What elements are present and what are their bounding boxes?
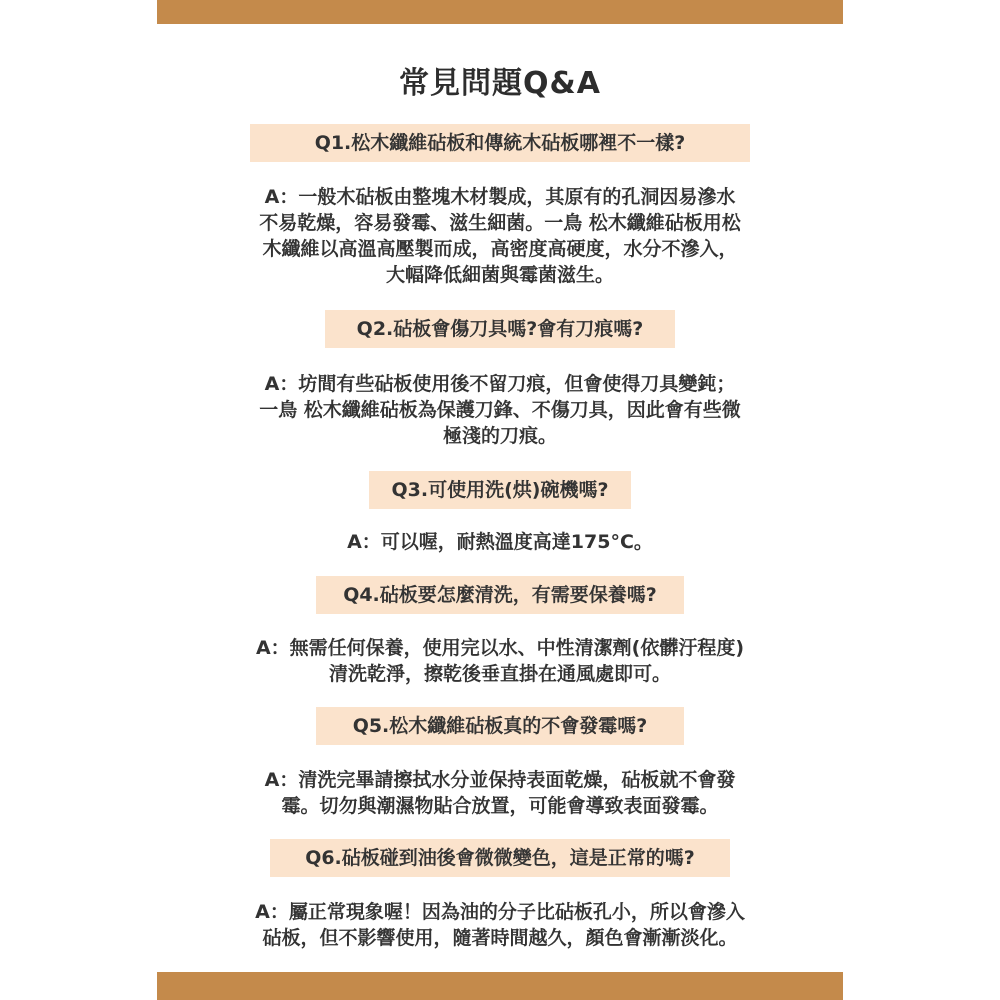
answer-1-line-2: 不易乾燥，容易發霉、滋生細菌。一鳥 松木纖維砧板用松 [259,212,741,234]
question-6: Q6.砧板碰到油後會微微變色，這是正常的嗎? [270,839,730,877]
bottom-accent-bar [157,972,843,1000]
question-3: Q3.可使用洗(烘)碗機嗎? [369,471,631,509]
answer-2-line-2: 一鳥 松木纖維砧板為保護刀鋒、不傷刀具，因此會有些微 [259,399,741,421]
answer-3-line-1: A：可以喔，耐熱溫度高達175°C。 [347,531,653,553]
answer-4-line-2: 清洗乾淨，擦乾後垂直掛在通風處即可。 [328,663,671,685]
answer-6-line-1: A：屬正常現象喔！因為油的分子比砧板孔小，所以會滲入 [255,901,745,923]
answer-6 [200,899,800,951]
page-title: 常見問題Q&A [399,66,601,101]
answer-1 [200,184,800,288]
question-5: Q5.松木纖維砧板真的不會發霉嗎? [316,707,684,745]
answer-2-line-3: 極淺的刀痕。 [442,425,557,447]
answer-1-line-4: 大幅降低細菌與霉菌滋生。 [385,264,614,286]
top-accent-bar [157,0,843,24]
question-1: Q1.松木纖維砧板和傳統木砧板哪裡不一樣? [250,124,750,162]
answer-6-line-2: 砧板，但不影響使用，隨著時間越久，顏色會漸漸淡化。 [262,927,738,949]
answer-3 [200,529,800,555]
answer-4 [200,635,800,687]
answer-5-line-2: 霉。切勿與潮濕物貼合放置，可能會導致表面發霉。 [281,795,719,817]
answer-5-line-1: A：清洗完畢請擦拭水分並保持表面乾燥，砧板就不會發 [264,769,736,791]
answer-5 [200,767,800,819]
answer-1-line-1: A：一般木砧板由整塊木材製成，其原有的孔洞因易滲水 [264,186,736,208]
question-4: Q4.砧板要怎麼清洗，有需要保養嗎? [316,576,684,614]
answer-2 [200,371,800,449]
answer-2-line-1: A：坊間有些砧板使用後不留刀痕，但會使得刀具變鈍； [264,373,736,395]
question-2: Q2.砧板會傷刀具嗎?會有刀痕嗎? [325,310,675,348]
answer-4-line-1: A：無需任何保養，使用完以水、中性清潔劑(依髒汙程度) [255,637,745,659]
answer-1-line-3: 木纖維以高溫高壓製而成，高密度高硬度，水分不滲入， [262,238,738,260]
